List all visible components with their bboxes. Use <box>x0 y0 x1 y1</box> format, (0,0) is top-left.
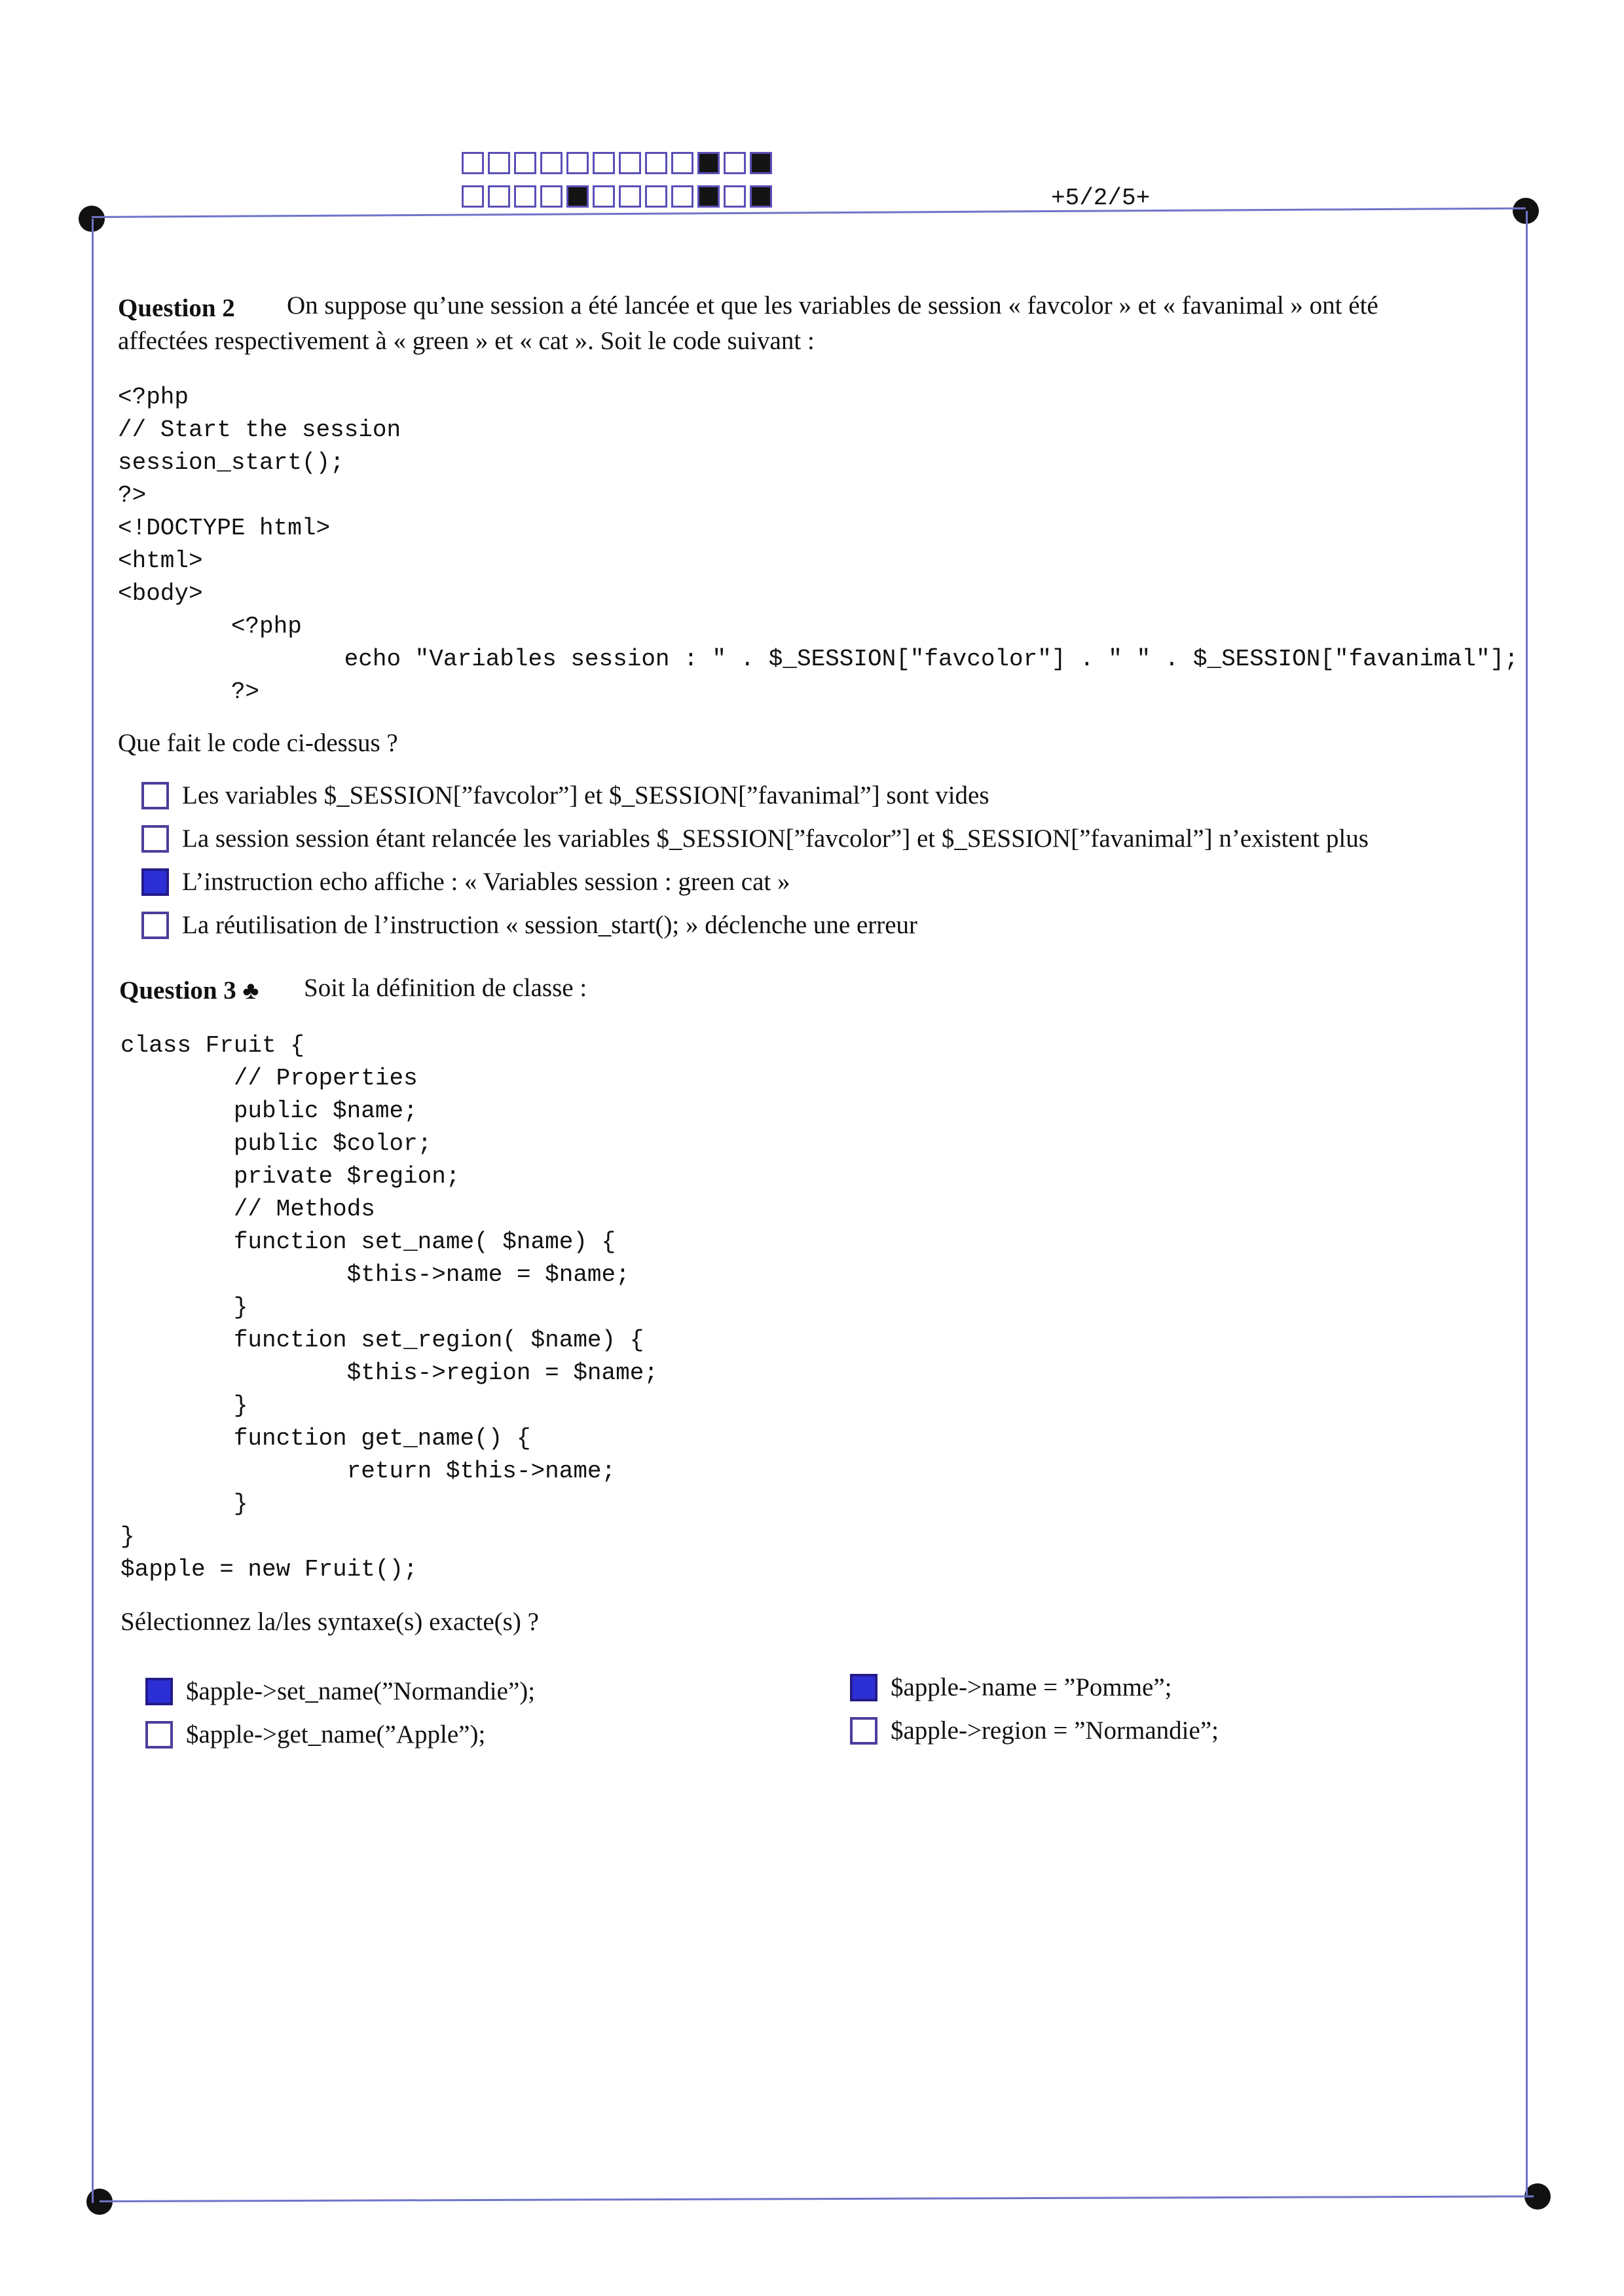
code-cell-4 <box>540 152 563 174</box>
q2-checkbox-2[interactable] <box>141 825 169 853</box>
code-cell-9 <box>671 185 693 208</box>
q2-checkbox-1[interactable] <box>141 782 169 809</box>
code-cell-8 <box>645 152 667 174</box>
q3-option-4-label: $apple->region = ”Normandie”; <box>891 1716 1219 1745</box>
q3-checkbox-3[interactable] <box>850 1674 877 1701</box>
q2-option-2[interactable] <box>141 824 1369 853</box>
q3-option-1[interactable] <box>145 1676 535 1706</box>
question-3-title-text: Question 3 <box>119 976 236 1005</box>
question-3-title <box>119 976 259 1005</box>
code-cell-10 <box>697 185 720 208</box>
q2-checkbox-3[interactable] <box>141 868 169 896</box>
code-cell-12 <box>750 185 772 208</box>
code-cell-11 <box>724 152 746 174</box>
question-2-prompt: Que fait le code ci-dessus ? <box>118 729 398 757</box>
q3-checkbox-4[interactable] <box>850 1717 877 1745</box>
code-cell-5 <box>566 185 589 208</box>
frame-bottom <box>100 2195 1534 2202</box>
code-cell-2 <box>488 152 510 174</box>
q2-option-1[interactable] <box>141 781 989 810</box>
code-cell-1 <box>462 185 484 208</box>
q2-option-4-label: La réutilisation de l’instruction « session_start(); » déclenche une erreur <box>182 911 918 939</box>
q3-option-2-label: $apple->get_name(”Apple”); <box>186 1720 486 1749</box>
q2-option-1-label: Les variables $_SESSION[”favcolor”] et $_SESSION[”favanimal”] sont vides <box>182 781 989 809</box>
code-cell-10 <box>697 152 720 174</box>
frame-top <box>92 208 1526 218</box>
q3-option-1-label: $apple->set_name(”Normandie”); <box>186 1677 536 1705</box>
question-3-prompt: Sélectionnez la/les syntaxe(s) exacte(s) ? <box>120 1608 539 1636</box>
q2-option-3-label: L’instruction echo affiche : « Variables session : green cat » <box>182 868 790 896</box>
question-2-text-line-2: affectées respectivement à « green » et « cat ». Soit le code suivant : <box>118 327 815 355</box>
q2-option-4[interactable] <box>141 910 917 940</box>
code-row-1 <box>462 152 776 174</box>
multiple-answer-club-icon: ♣ <box>242 977 259 1005</box>
q2-option-3[interactable] <box>141 867 790 897</box>
q3-checkbox-1[interactable] <box>145 1678 173 1705</box>
code-cell-1 <box>462 152 484 174</box>
code-cell-3 <box>514 185 536 208</box>
q3-option-3-label: $apple->name = ”Pomme”; <box>891 1673 1172 1701</box>
code-cell-9 <box>671 152 693 174</box>
q2-checkbox-4[interactable] <box>141 912 169 939</box>
code-cell-12 <box>750 152 772 174</box>
question-2-title: Question 2 <box>118 294 235 322</box>
q3-option-2[interactable] <box>145 1720 485 1749</box>
question-2-code: <?php // Start the session session_start(); ?> <!DOCTYPE html> <html> <body> <?php echo "Variables session : " . $_SESSION["favcolor"] . " " . $_SESSION["favanimal"]; ?> <box>118 384 1519 705</box>
code-cell-6 <box>593 152 615 174</box>
code-cell-7 <box>619 152 641 174</box>
q3-option-4[interactable] <box>850 1716 1219 1745</box>
question-3-text: Soit la définition de classe : <box>304 974 587 1002</box>
code-cell-7 <box>619 185 641 208</box>
code-row-2 <box>462 185 776 208</box>
code-cell-11 <box>724 185 746 208</box>
question-3-code: class Fruit { // Properties public $name; public $color; private $region; // Methods function set_name( $name) { $this->name = $name; } function set_region( $name) { $this->region = $name; } function get_name() { return $this->name; } } $apple = new Fruit(); <box>120 1032 658 1583</box>
q2-option-2-label: La session session étant relancée les variables $_SESSION[”favcolor”] et $_SESSION[”favanimal”] n’existent plus <box>182 824 1369 853</box>
code-cell-4 <box>540 185 563 208</box>
frame-left <box>92 219 94 2203</box>
code-cell-5 <box>566 152 589 174</box>
code-cell-3 <box>514 152 536 174</box>
q3-option-3[interactable] <box>850 1673 1172 1702</box>
q3-checkbox-2[interactable] <box>145 1721 173 1749</box>
code-cell-2 <box>488 185 510 208</box>
code-cell-8 <box>645 185 667 208</box>
frame-right <box>1526 211 1528 2195</box>
page-id: +5/2/5+ <box>1051 185 1151 212</box>
question-2-text-line-1: On suppose qu’une session a été lancée et que les variables de session « favcolor » et « favanimal » ont été <box>287 291 1378 320</box>
code-cell-6 <box>593 185 615 208</box>
